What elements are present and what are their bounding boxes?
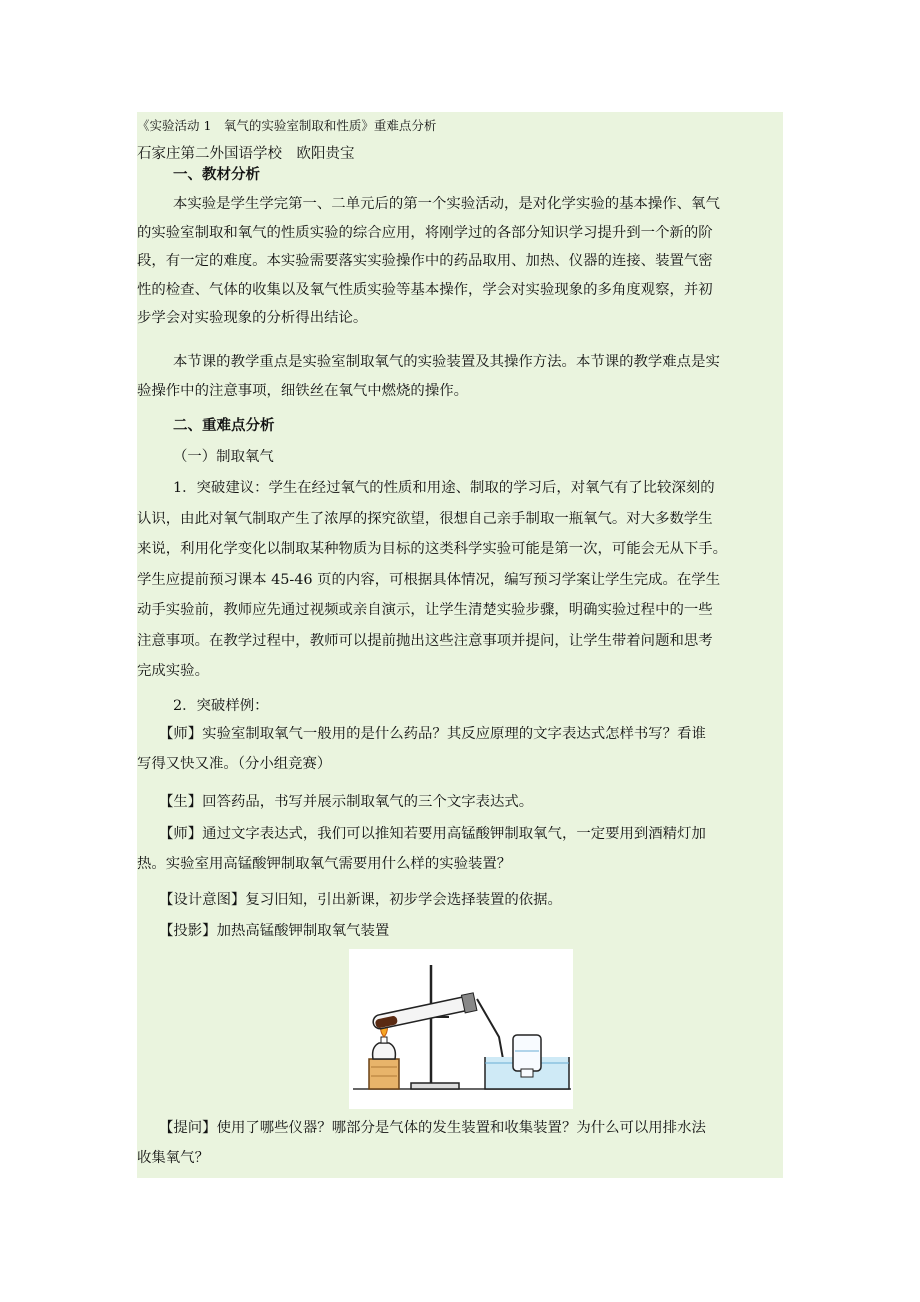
- text-line: 本节课的教学重点是实验室制取氧气的实验装置及其操作方法。本节课的教学难点是实: [173, 354, 720, 370]
- apparatus-figure: [349, 949, 573, 1109]
- doc-author: 石家庄第二外国语学校 欧阳贵宝: [137, 146, 355, 162]
- text-line: 动手实验前，教师应先通过视频或亲自演示，让学生清楚实验步骤，明确实验过程中的一些: [137, 602, 713, 618]
- text-line: 段，有一定的难度。本实验需要落实实验操作中的药品取用、加热、仪器的连接、装置气密: [137, 253, 713, 269]
- text-line: 【师】实验室制取氧气一般用的是什么药品？其反应原理的文字表达式怎样书写？看谁: [159, 726, 706, 742]
- text-line: 步学会对实验现象的分析得出结论。: [137, 310, 368, 326]
- section-heading-2: 二、重难点分析: [173, 417, 275, 434]
- text-line: 注意事项。在教学过程中，教师可以提前抛出这些注意事项并提问，让学生带着问题和思考: [137, 632, 713, 649]
- item-heading: 2．突破样例：: [173, 698, 269, 714]
- text-line: 收集氧气？: [137, 1150, 209, 1166]
- text-line: 1．突破建议：学生在经过氧气的性质和用途、制取的学习后，对氧气有了比较深刻的: [173, 480, 715, 496]
- text-line: 性的检查、气体的收集以及氧气性质实验等基本操作，学会对实验现象的多角度观察，并初: [137, 281, 713, 298]
- text-line: 完成实验。: [137, 663, 209, 679]
- text-line: 【师】通过文字表达式，我们可以推知若要用高锰酸钾制取氧气，一定要用到酒精灯加: [159, 826, 706, 842]
- student-answer: 【生】回答药品，书写并展示制取氧气的三个文字表达式。: [159, 794, 534, 810]
- text-line: 本实验是学生学完第一、二单元后的第一个实验活动，是对化学实验的基本操作、氧气: [173, 196, 720, 212]
- text-line: 的实验室制取和氧气的性质实验的综合应用，将刚学过的各部分知识学习提升到一个新的阶: [137, 224, 713, 241]
- text-line: 学生应提前预习课本 45-46 页的内容，可根据具体情况，编写预习学案让学生完成。在学生: [137, 571, 721, 588]
- doc-title: 《实验活动 1 氧气的实验室制取和性质》重难点分析: [137, 118, 437, 133]
- text-line: 验操作中的注意事项，细铁丝在氧气中燃烧的操作。: [137, 382, 468, 399]
- section-heading-1: 一、教材分析: [173, 166, 260, 183]
- text-line: 【提问】使用了哪些仪器？哪部分是气体的发生装置和收集装置？为什么可以用排水法: [159, 1120, 706, 1136]
- subsection-heading: （一）制取氧气: [173, 449, 274, 465]
- document-page: [137, 112, 783, 1178]
- design-intent: 【设计意图】复习旧知，引出新课，初步学会选择装置的依据。: [159, 892, 562, 908]
- text-line: 来说，利用化学变化以制取某种物质为目标的这类科学实验可能是第一次，可能会无从下手。: [137, 541, 728, 557]
- text-line: 认识，由此对氧气制取产生了浓厚的探究欲望，很想自己亲手制取一瓶氧气。对大多数学生: [137, 510, 713, 527]
- projection-caption: 【投影】加热高锰酸钾制取氧气装置: [159, 923, 390, 939]
- oxygen-apparatus-illustration: [349, 949, 573, 1109]
- text-line: 写得又快又准。（分小组竞赛）: [137, 756, 332, 772]
- text-line: 热。实验室用高锰酸钾制取氧气需要用什么样的实验装置？: [137, 856, 512, 872]
